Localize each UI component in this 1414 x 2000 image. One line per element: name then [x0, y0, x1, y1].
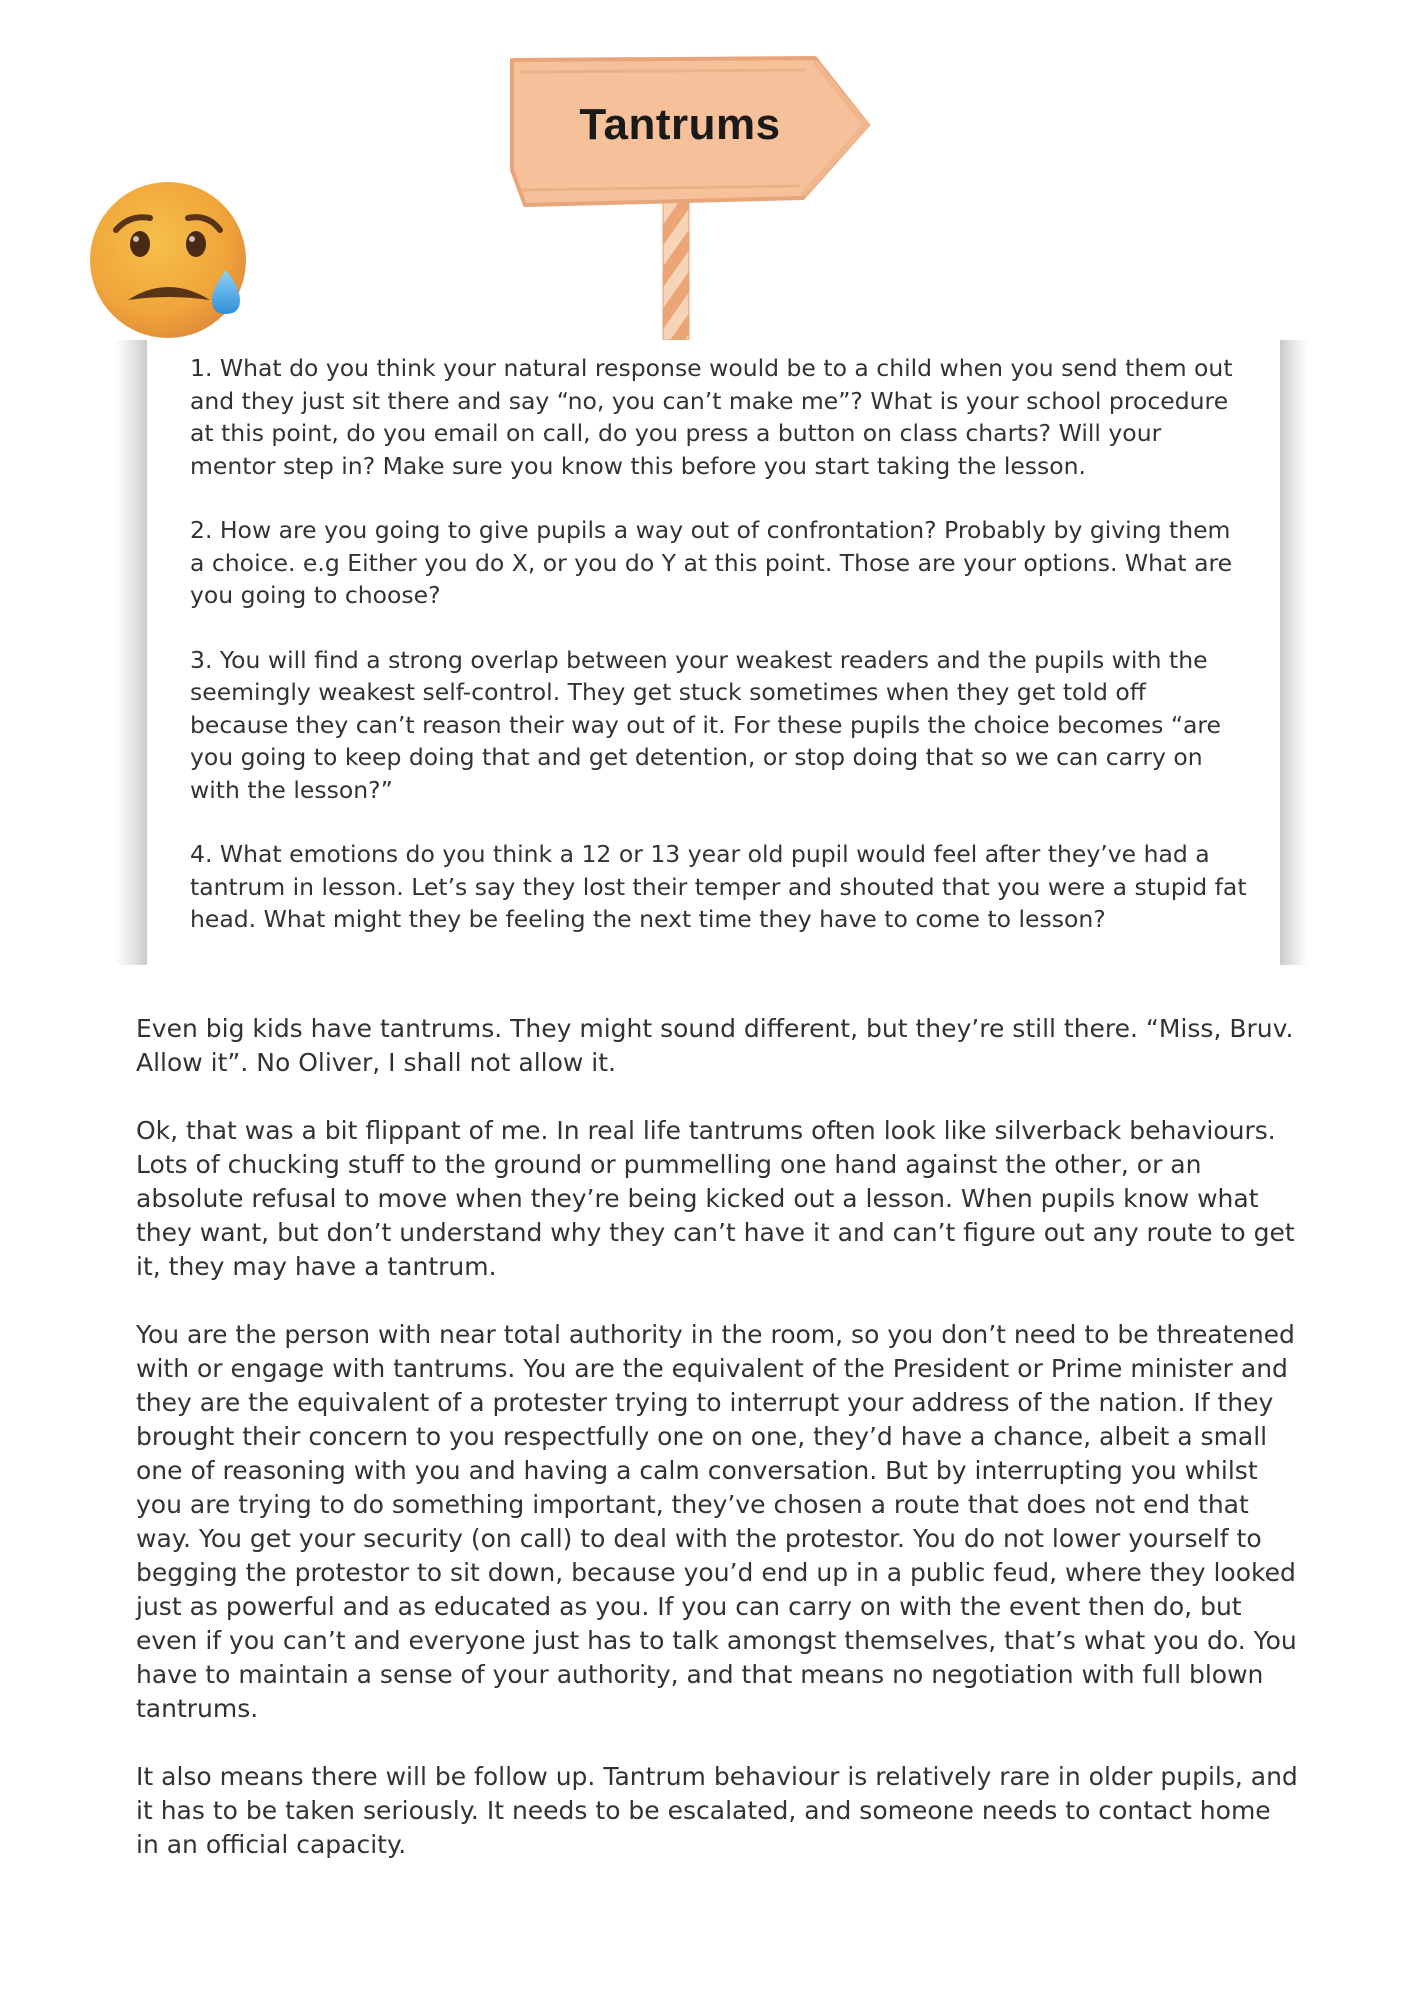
- signpost-pole: [663, 185, 689, 340]
- paragraph-1: Even big kids have tantrums. They might sound different, but they’re still there. “Miss, Bruv. Allow it”. No Oliver, I shall not allow it.: [136, 1014, 1294, 1077]
- card-shadow-left: [115, 340, 147, 965]
- reflection-questions: [190, 352, 1250, 968]
- paragraph-2: Ok, that was a bit flippant of me. In real life tantrums often look like silverback behaviours. Lots of chucking stuff to the ground or pummelling one hand against the other, or an absolute refusal to move when they’re being kicked out a lesson. When pupils know what they want, but don’t understand why they can’t have it and can’t figure out any route to get it, they may have a tantrum.: [136, 1116, 1295, 1281]
- anxious-face-with-sweat-icon: [88, 178, 254, 344]
- article-body: [136, 1012, 1301, 1896]
- questions-card: [115, 340, 1308, 965]
- question-2: 2. How are you going to give pupils a way out of confrontation? Probably by giving them a choice. e.g Either you do X, or you do Y at this point. Those are your options. What are you going to choose?: [190, 516, 1233, 609]
- page-title: Tantrums: [579, 100, 781, 149]
- card-shadow-right: [1280, 340, 1308, 965]
- paragraph-3: You are the person with near total authority in the room, so you don’t need to be threatened with or engage with tantrums. You are the equivalent of the President or Prime minister and they are the equivalent of a protester trying to interrupt your address of the nation. If they brought their concern to you respectfully one on one, they’d have a chance, albeit a small one of reasoning with you and having a calm conversation. But by interrupting you whilst you are trying to do something important, they’ve chosen a route that does not end that way. You get your security (on call) to deal with the protestor. You do not lower yourself to begging the protestor to sit down, because you’d end up in a public feud, where they looked just as powerful and as educated as you. If you can carry on with the event then do, but even if you can’t and everyone just has to talk amongst themselves, that’s what you do. You have to maintain a sense of your authority, and that means no negotiation with full blown tantrums.: [136, 1320, 1297, 1723]
- paragraph-4: It also means there will be follow up. Tantrum behaviour is relatively rare in older pupils, and it has to be taken seriously. It needs to be escalated, and someone needs to contact home in an official capacity.: [136, 1762, 1298, 1859]
- question-4: 4. What emotions do you think a 12 or 13 year old pupil would feel after they’ve had a tantrum in lesson. Let’s say they lost their temper and shouted that you were a stupid fat head. What might they be feeling the next time they have to come to lesson?: [190, 840, 1247, 933]
- question-3: 3. You will find a strong overlap between your weakest readers and the pupils with the seemingly weakest self-control. They get stuck sometimes when they get told off because they can’t reason their way out of it. For these pupils the choice becomes “are you going to keep doing that and get detention, or stop doing that so we can carry on with the lesson?”: [190, 645, 1221, 804]
- question-1: 1. What do you think your natural response would be to a child when you send them out and they just sit there and say “no, you can’t make me”? What is your school procedure at this point, do you email on call, do you press a button on class charts? Will your mentor step in? Make sure you know this before you start taking the lesson.: [190, 354, 1233, 480]
